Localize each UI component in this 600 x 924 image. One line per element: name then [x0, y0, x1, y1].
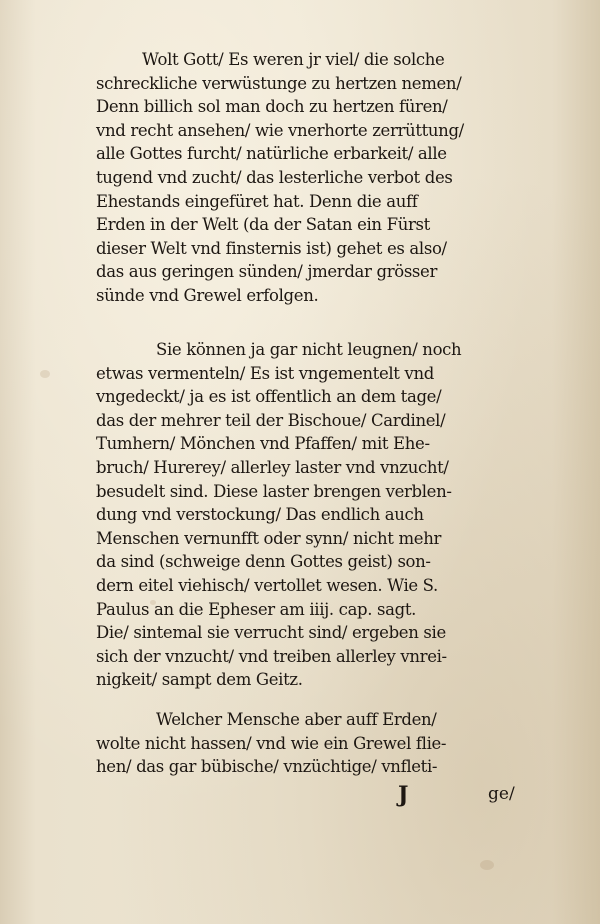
text-line: etwas vermenteln/ Es ist vngementelt vnd [96, 363, 434, 383]
text-line: schreckliche verwüstunge zu hertzen nemen/ [96, 73, 462, 93]
text-line: dern eitel viehisch/ vertollet wesen. Wie S. [96, 576, 438, 595]
text-line: Ehestands eingefüret hat. Denn die auff [96, 191, 418, 211]
text-line: Sie können ja gar nicht leugnen/ noch [156, 340, 462, 359]
text-line: bruch/ Hurerey/ allerley laster vnd vnzucht/ [96, 458, 449, 477]
text-line: wolte nicht hassen/ vnd wie ein Grewel flie- [96, 733, 447, 753]
text-line: nigkeit/ sampt dem Geitz. [96, 670, 303, 690]
text-line: dieser Welt vnd finsternis ist) gehet es also/ [96, 238, 447, 258]
signature-mark: J [398, 782, 409, 808]
text-line: da sind (schweige denn Gottes geist) son- [96, 552, 431, 572]
text-line: das der mehrer teil der Bischoue/ Cardinel/ [96, 410, 446, 430]
text-line: alle Gottes furcht/ natürliche erbarkeit/ alle [96, 144, 447, 164]
text-line: sich der vnzucht/ vnd treiben allerley vnrei- [96, 646, 447, 666]
text-line: sünde vnd Grewel erfolgen. [96, 286, 319, 305]
text-line: tugend vnd zucht/ das lesterliche verbot des [96, 168, 453, 187]
text-line: vngedeckt/ ja es ist offentlich an dem tage/ [96, 387, 442, 407]
text-line: Tumhern/ Mönchen vnd Pfaffen/ mit Ehe- [96, 434, 430, 454]
text-line: Wolt Gott/ Es weren jr viel/ die solche [142, 50, 445, 69]
text-line: Erden in der Welt (da der Satan ein Fürst [96, 215, 430, 235]
text-line: Welcher Mensche aber auff Erden/ [156, 710, 437, 729]
page-footer [96, 782, 546, 812]
text-line: Paulus an die Epheser am iiij. cap. sagt. [96, 599, 417, 619]
text-line: besudelt sind. Diese laster brengen verblen- [96, 481, 452, 501]
catchword: ge/ [488, 784, 515, 804]
text-line: Menschen vernunfft oder synn/ nicht mehr [96, 528, 442, 548]
text-line: dung vnd verstockung/ Das endlich auch [96, 505, 424, 525]
paper-stain [480, 860, 494, 870]
text-line: Denn billich sol man doch zu hertzen füren/ [96, 97, 448, 117]
text-line: Die/ sintemal sie verrucht sind/ ergeben sie [96, 623, 446, 643]
text-line: hen/ das gar bübische/ vnzüchtige/ vnfleti- [96, 757, 438, 777]
paper-stain [40, 370, 50, 378]
text-line: vnd recht ansehen/ wie vnerhorte zerrüttung/ [96, 120, 464, 140]
text-line: das aus geringen sünden/ jmerdar grösser [96, 262, 438, 282]
